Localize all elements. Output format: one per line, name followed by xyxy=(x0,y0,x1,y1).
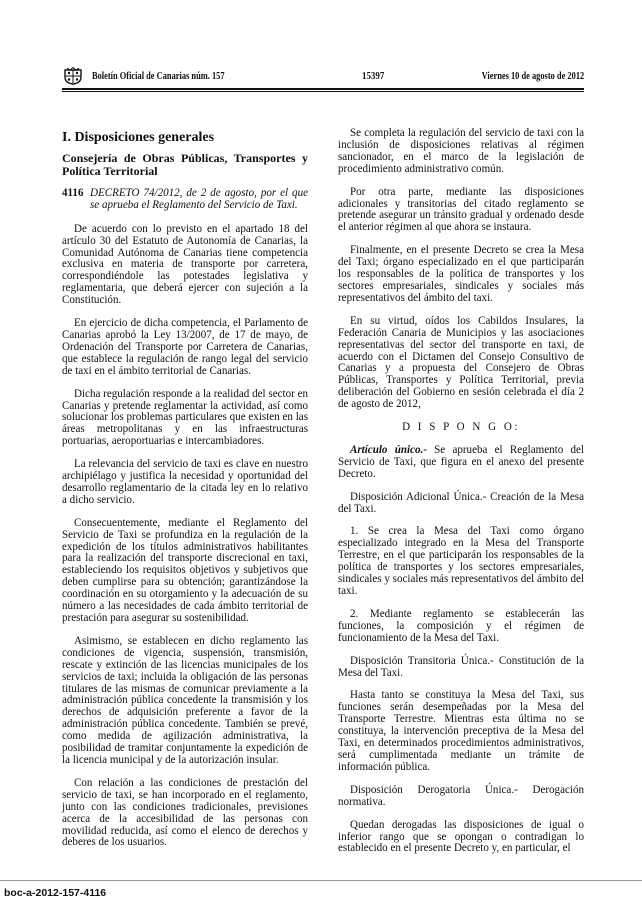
section-title: I. Disposiciones generales xyxy=(62,130,215,145)
right-column xyxy=(338,128,584,866)
disposicion-adicional-heading: Disposición Adicional Única.- Creación de la Mesa del Taxi. xyxy=(338,490,584,515)
bulletin-title: Boletín Oficial de Canarias núm. 157 xyxy=(92,71,225,82)
paragraph: Por otra parte, mediante las disposiciones adicionales y transitorias del citado reglamento se pretende asegurar un tránsito gradual y ordenado desde el anterior régimen al que ahora se instaura. xyxy=(338,185,584,234)
paragraph: En ejercicio de dicha competencia, el Parlamento de Canarias aprobó la Ley 13/2007, de 17 de mayo, de Ordenación del Transporte por Carretera de Canarias, que establece la regulación de rango legal del servicio de taxi en el ámbito territorial de Canarias. xyxy=(62,317,308,377)
header-rule-thick xyxy=(62,88,584,90)
paragraph: 1. Se crea la Mesa del Taxi como órgano especializado integrado en la Mesa del Transporte Terrestre, en el que participarán los responsables de la política de transportes y los sectores empresariales, sindicales y sociales más representativos del ámbito del taxi. xyxy=(338,525,584,597)
page-header xyxy=(62,69,584,85)
decree-title: DECRETO 74/2012, de 2 de agosto, por el que se aprueba el Reglamento del Servicio de Taxi. xyxy=(90,186,308,211)
paragraph: En su virtud, oídos los Cabildos Insulares, la Federación Canaria de Municipios y las asociaciones representativas del sector del transporte en taxi, de acuerdo con el Dictamen del Consejo Consultivo de Canarias y a propuesta del Consejero de Obras Públicas, Transportes y Política Territorial, previa deliberación del Gobierno en sesión celebrada el día 2 de agosto de 2012, xyxy=(338,314,584,411)
paragraph: Finalmente, en el presente Decreto se crea la Mesa del Taxi; órgano especializado en el que participarán los responsables de la política de transportes y los sectores empresariales, sindicales y sociales más representativos del ámbito del taxi. xyxy=(338,244,584,304)
paragraph: Dicha regulación responde a la realidad del sector en Canarias y pretende reglamentar la actividad, así como solucionar los problemas particulares que existen en las áreas metropolitanas y en las infraestructuras portuarias, aeroportuarias e intercambiadores. xyxy=(62,387,308,448)
articulo-label: Artículo único.- xyxy=(350,443,427,456)
disposicion-transitoria-heading: Disposición Transitoria Única.- Constitución de la Mesa del Taxi. xyxy=(338,654,584,679)
publication-date: Viernes 10 de agosto de 2012 xyxy=(481,71,584,82)
articulo-unico xyxy=(338,445,584,481)
paragraph: De acuerdo con lo previsto en el apartado 18 del artículo 30 del Estatuto de Autonomía de Canarias, la Comunidad Autónoma de Canarias tiene competencia exclusiva en materia de transporte por carretera, correspondiéndole las potestades legislativa y reglamentaria, que deberá ejercer con sujeción a la Constitución. xyxy=(62,222,308,307)
paragraph: Con relación a las condiciones de prestación del servicio de taxi, se han incorporado en el reglamento, junto con las condiciones tradicionales, previsiones acerca de la accesibilidad de las personas con movilidad reducida, así como el elenco de derechos y deberes de los usuarios. xyxy=(62,776,308,849)
dispongo-heading: D I S P O N G O: xyxy=(402,421,520,434)
paragraph: Asimismo, se establecen en dicho reglamento las condiciones de vigencia, suspensión, transmisión, rescate y extinción de las licencias municipales de los servicios de taxi; incluida la obligación de las personas titulares de las mismas de comunicar previamente a la administración pública concedente la transmisión y los derechos de adquisición preferente a favor de la administración pública concedente. También se prevé, como medida de agilización administrativa, la posibilidad de tramitar conjuntamente la expedición de la licencia municipal y de la autorización insular. xyxy=(62,634,308,766)
disposicion-derogatoria-heading: Disposición Derogatoria Única.- Derogación normativa. xyxy=(338,783,584,808)
paragraph: Hasta tanto se constituya la Mesa del Taxi, sus funciones serán desempeñadas por la Mesa del Transporte Terrestre. Mientras esta última no se constituya, la intervención preceptiva de la Mesa del Taxi, en determinados procedimientos administrativos, será cumplimentada mediante un trámite de información pública. xyxy=(338,689,584,773)
paragraph: 2. Mediante reglamento se establecerán las funciones, la composición y el régimen de funcionamiento de la Mesa del Taxi. xyxy=(338,607,584,644)
articulo-text: Se aprueba el Reglamento del Servicio de Taxi, que figura en el anexo del presente Decreto. xyxy=(338,443,584,480)
paragraph: Se completa la regulación del servicio de taxi con la inclusión de disposiciones relativas al régimen sancionador, en el marco de la legislación de procedimiento administrativo común. xyxy=(338,127,584,175)
paragraph: La relevancia del servicio de taxi es clave en nuestro archipiélago y justifica la necesidad y oportunidad del desarrollo reglamentario de la citada ley en lo relativo a dicho servicio. xyxy=(62,458,308,506)
paragraph: Consecuentemente, mediante el Reglamento del Servicio de Taxi se profundiza en la regulación de la expedición de los títulos administrativos habilitantes para la realización del transporte discrecional en taxi, estableciendo los requisitos objetivos y subjetivos que deben cumplirse para su obtención; garantizándose la coordinación en su otorgamiento y la adecuación de su número a las necesidades de cada ámbito territorial de prestación para asegurar su sostenibilidad. xyxy=(62,516,308,624)
decree-number: 4116 xyxy=(62,186,84,199)
document-code: boc-a-2012-157-4116 xyxy=(4,887,107,899)
page-number: 15397 xyxy=(362,71,385,82)
coat-of-arms-icon xyxy=(62,67,84,85)
paragraph: Quedan derogadas las disposiciones de igual o inferior rango que se opongan o contradigan lo establecido en el presente Decreto y, en particular, el xyxy=(338,818,584,855)
department-name: Consejería de Obras Públicas, Transportes y Política Territorial xyxy=(62,150,308,178)
decree-heading xyxy=(62,188,308,212)
left-column xyxy=(62,128,308,860)
footer-divider xyxy=(0,880,642,881)
header-rule-thin xyxy=(62,91,584,92)
